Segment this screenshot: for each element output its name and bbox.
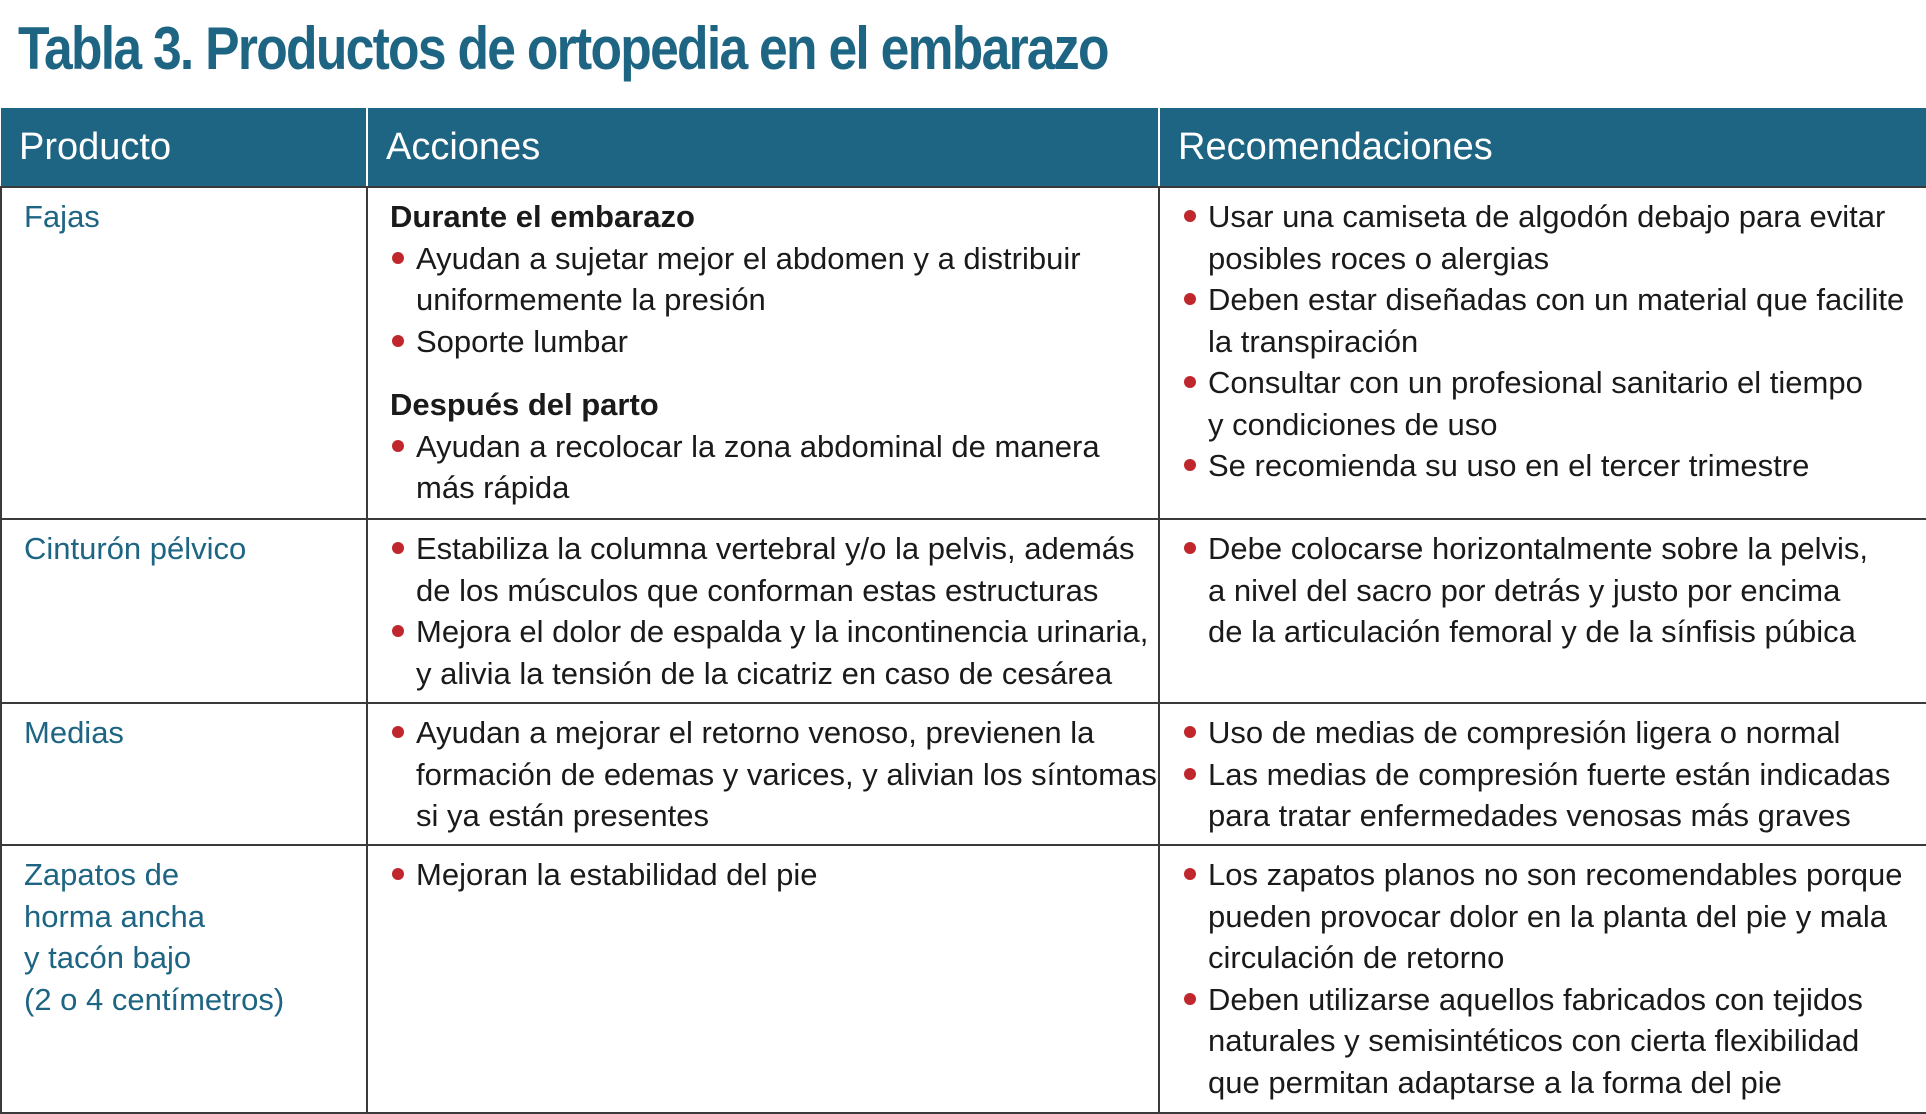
list-item-text: Estabiliza la columna vertebral y/o la pelvis, además — [416, 531, 1135, 566]
list-item-text: para tratar enfermedades venosas más graves — [1208, 798, 1851, 833]
recommendations-cell — [1159, 519, 1926, 703]
header-row — [1, 108, 1926, 187]
list-item-text: Los zapatos planos no son recomendables porque — [1208, 857, 1903, 892]
table-body — [1, 187, 1926, 1113]
product-cell — [1, 187, 367, 519]
list-item — [390, 321, 1140, 363]
list-item-text: Deben utilizarse aquellos fabricados con tejidos — [1208, 981, 1863, 1017]
products-table — [0, 108, 1926, 1114]
product-name-line: Zapatos de — [24, 857, 180, 892]
list-item-text: Mejora el dolor de espalda y la incontinencia urinaria, — [416, 614, 1149, 649]
list-item-text: Consultar con un profesional sanitario el tiempo — [1208, 365, 1863, 400]
list-item — [390, 611, 1149, 694]
bullet-dot-icon — [1184, 726, 1196, 738]
recommendations-list — [1182, 712, 1908, 837]
table-row — [1, 703, 1926, 845]
recommendations-list — [1182, 854, 1908, 1103]
list-item — [1182, 712, 1908, 754]
header-acciones: Acciones — [367, 108, 1159, 187]
bullet-dot-icon — [392, 726, 404, 738]
list-item-text: circulación de retorno — [1208, 940, 1505, 975]
product-name-line: Medias — [24, 715, 124, 750]
list-item-text: pueden provocar dolor en la planta del pie y mala — [1208, 898, 1888, 934]
bullet-dot-icon — [1184, 293, 1196, 305]
product-name-line: horma ancha — [24, 898, 205, 934]
actions-list — [390, 238, 1140, 363]
list-item — [1182, 979, 1908, 1104]
product-cell — [1, 703, 367, 845]
header-recomendaciones: Recomendaciones — [1159, 108, 1926, 187]
bullet-dot-icon — [392, 440, 404, 452]
actions-list — [390, 426, 1140, 509]
list-item-text: Soporte lumbar — [416, 323, 628, 359]
list-item — [390, 528, 1140, 611]
list-item-text: Las medias de compresión fuerte están indicadas — [1208, 756, 1891, 792]
bullet-dot-icon — [392, 252, 404, 264]
bullet-dot-icon — [392, 335, 404, 347]
product-name-line: Fajas — [24, 199, 100, 234]
list-item — [1182, 362, 1908, 445]
list-item-text: de la articulación femoral y de la sínfisis púbica — [1208, 614, 1856, 649]
list-item — [1182, 754, 1908, 837]
table-row — [1, 187, 1926, 519]
list-item-text: naturales y semisintéticos con cierta flexibilidad — [1208, 1023, 1860, 1058]
list-item-text: Ayudan a sujetar mejor el abdomen y a distribuir — [416, 240, 1081, 276]
product-cell — [1, 845, 367, 1113]
actions-cell — [367, 703, 1159, 845]
list-item — [1182, 445, 1908, 487]
list-item-text: a nivel del sacro por detrás y justo por encima — [1208, 572, 1841, 608]
bullet-dot-icon — [392, 868, 404, 880]
recommendations-cell — [1159, 845, 1926, 1113]
list-item-text: Usar una camiseta de algodón debajo para evitar — [1208, 199, 1886, 234]
bullet-dot-icon — [1184, 768, 1196, 780]
list-item-text: y alivia la tensión de la cicatriz en caso de cesárea — [416, 655, 1113, 691]
table-row — [1, 845, 1926, 1113]
header-producto: Producto — [1, 108, 367, 187]
bullet-dot-icon — [1184, 542, 1196, 554]
product-name-line: Cinturón pélvico — [24, 531, 247, 566]
actions-list — [390, 528, 1149, 694]
actions-list — [390, 854, 1140, 896]
actions-cell — [367, 519, 1159, 703]
list-item-text: Debe colocarse horizontalmente sobre la pelvis, — [1208, 531, 1868, 566]
list-item-text: que permitan adaptarse a la forma del pie — [1208, 1064, 1782, 1100]
list-item — [390, 712, 1157, 837]
list-item-text: más rápida — [416, 470, 570, 505]
bullet-dot-icon — [1184, 210, 1196, 222]
product-cell — [1, 519, 367, 703]
list-item — [1182, 196, 1908, 279]
list-item — [390, 238, 1140, 321]
bullet-dot-icon — [1184, 376, 1196, 388]
product-name-line: (2 o 4 centímetros) — [24, 981, 285, 1017]
actions-cell — [367, 845, 1159, 1113]
actions-list — [390, 712, 1157, 837]
list-item-text: Se recomienda su uso en el tercer trimestre — [1208, 448, 1810, 483]
list-item-text: posibles roces o alergias — [1208, 240, 1550, 276]
list-item — [390, 854, 1140, 896]
list-item-text: de los músculos que conforman estas estructuras — [416, 572, 1099, 608]
bullet-dot-icon — [1184, 459, 1196, 471]
list-item — [1182, 528, 1908, 653]
list-item-text: si ya están presentes — [416, 798, 709, 833]
actions-cell — [367, 187, 1159, 519]
list-item — [1182, 854, 1908, 979]
recommendations-cell — [1159, 187, 1926, 519]
list-item — [1182, 279, 1908, 362]
bullet-dot-icon — [392, 625, 404, 637]
recommendations-list — [1182, 528, 1908, 653]
list-item-text: la transpiración — [1208, 323, 1419, 359]
table-row — [1, 519, 1926, 703]
bullet-dot-icon — [1184, 993, 1196, 1005]
bullet-dot-icon — [1184, 868, 1196, 880]
list-item-text: Ayudan a recolocar la zona abdominal de manera — [416, 428, 1100, 464]
table-title: Tabla 3. Productos de ortopedia en el embarazo — [18, 15, 1108, 82]
product-name-line: y tacón bajo — [24, 940, 192, 975]
list-item-text: Uso de medias de compresión ligera o normal — [1208, 715, 1841, 750]
actions-subheading: Después del parto — [390, 387, 659, 422]
recommendations-cell — [1159, 703, 1926, 845]
recommendations-list — [1182, 196, 1908, 487]
list-item-text: formación de edemas y varices, y alivian los síntomas — [416, 756, 1157, 792]
list-item-text: Deben estar diseñadas con un material que facilite — [1208, 282, 1905, 317]
list-item-text: y condiciones de uso — [1208, 406, 1498, 442]
list-item-text: Mejoran la estabilidad del pie — [416, 857, 818, 892]
list-item — [390, 426, 1140, 509]
list-item-text: Ayudan a mejorar el retorno venoso, previenen la — [416, 715, 1095, 750]
actions-subheading: Durante el embarazo — [390, 199, 695, 234]
list-item-text: uniformemente la presión — [416, 282, 766, 317]
bullet-dot-icon — [392, 542, 404, 554]
